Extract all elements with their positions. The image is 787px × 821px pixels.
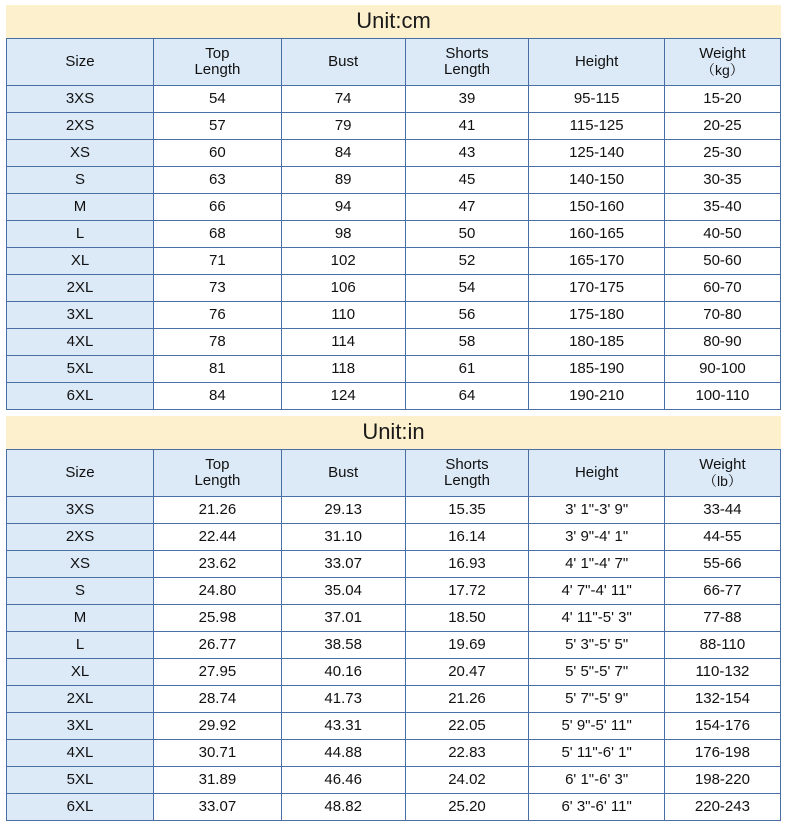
cell-height: 165-170	[529, 248, 664, 275]
table-row	[7, 578, 781, 605]
cell-height: 5' 11"-6' 1"	[529, 740, 664, 767]
cell-top-length: 22.44	[154, 524, 282, 551]
table-body-in	[7, 497, 781, 821]
cell-top-length: 24.80	[154, 578, 282, 605]
table-row	[7, 167, 781, 194]
size-chart-in	[6, 416, 781, 821]
cell-bust: 94	[281, 194, 405, 221]
cell-height: 5' 5"-5' 7"	[529, 659, 664, 686]
cell-size: L	[7, 632, 154, 659]
column-header-weight	[664, 450, 780, 497]
cell-top-length: 76	[154, 302, 282, 329]
cell-size: 2XL	[7, 686, 154, 713]
cell-size: S	[7, 578, 154, 605]
cell-size: 3XS	[7, 86, 154, 113]
header-line-1: Weight	[699, 45, 746, 63]
cell-weight: 66-77	[664, 578, 780, 605]
size-table-in	[6, 449, 781, 821]
cell-top-length: 26.77	[154, 632, 282, 659]
header-line-1: Shorts	[445, 455, 489, 473]
table-row	[7, 524, 781, 551]
table-row	[7, 767, 781, 794]
cell-top-length: 78	[154, 329, 282, 356]
cell-bust: 114	[281, 329, 405, 356]
cell-weight: 44-55	[664, 524, 780, 551]
cell-bust: 38.58	[281, 632, 405, 659]
cell-shorts-length: 39	[405, 86, 529, 113]
cell-top-length: 84	[154, 383, 282, 410]
column-header-size	[7, 39, 154, 86]
cell-top-length: 68	[154, 221, 282, 248]
header-line-1: Top	[205, 455, 230, 473]
cell-height: 115-125	[529, 113, 664, 140]
cell-weight: 198-220	[664, 767, 780, 794]
header-line-2: Length	[444, 472, 490, 489]
cell-height: 160-165	[529, 221, 664, 248]
table-row	[7, 740, 781, 767]
cell-size: 3XL	[7, 302, 154, 329]
cell-weight: 20-25	[664, 113, 780, 140]
cell-top-length: 23.62	[154, 551, 282, 578]
cell-height: 5' 9"-5' 11"	[529, 713, 664, 740]
header-line-1: Size	[65, 463, 95, 481]
cell-weight: 55-66	[664, 551, 780, 578]
cell-height: 6' 3"-6' 11"	[529, 794, 664, 821]
cell-bust: 124	[281, 383, 405, 410]
cell-shorts-length: 16.14	[405, 524, 529, 551]
cell-size: 2XS	[7, 524, 154, 551]
cell-bust: 110	[281, 302, 405, 329]
cell-bust: 41.73	[281, 686, 405, 713]
cell-top-length: 33.07	[154, 794, 282, 821]
cell-shorts-length: 47	[405, 194, 529, 221]
header-line-1: Bust	[328, 52, 359, 70]
table-row	[7, 686, 781, 713]
cell-size: M	[7, 194, 154, 221]
cell-weight: 40-50	[664, 221, 780, 248]
table-row	[7, 383, 781, 410]
cell-height: 5' 7"-5' 9"	[529, 686, 664, 713]
unit-title-in: Unit:in	[6, 416, 781, 449]
cell-height: 3' 1"-3' 9"	[529, 497, 664, 524]
cell-size: 4XL	[7, 740, 154, 767]
table-row	[7, 113, 781, 140]
cell-bust: 40.16	[281, 659, 405, 686]
cell-shorts-length: 18.50	[405, 605, 529, 632]
cell-bust: 43.31	[281, 713, 405, 740]
table-row	[7, 140, 781, 167]
cell-shorts-length: 24.02	[405, 767, 529, 794]
cell-weight: 77-88	[664, 605, 780, 632]
table-body-cm	[7, 86, 781, 410]
cell-top-length: 60	[154, 140, 282, 167]
cell-size: L	[7, 221, 154, 248]
cell-shorts-length: 64	[405, 383, 529, 410]
cell-shorts-length: 45	[405, 167, 529, 194]
cell-weight: 110-132	[664, 659, 780, 686]
cell-top-length: 27.95	[154, 659, 282, 686]
table-row	[7, 275, 781, 302]
header-row	[7, 450, 781, 497]
cell-top-length: 31.89	[154, 767, 282, 794]
cell-size: XS	[7, 551, 154, 578]
column-header-height	[529, 450, 664, 497]
table-row	[7, 221, 781, 248]
cell-weight: 176-198	[664, 740, 780, 767]
cell-bust: 48.82	[281, 794, 405, 821]
cell-top-length: 29.92	[154, 713, 282, 740]
cell-size: 2XL	[7, 275, 154, 302]
header-line-1: Height	[574, 52, 619, 70]
cell-bust: 33.07	[281, 551, 405, 578]
cell-shorts-length: 16.93	[405, 551, 529, 578]
cell-top-length: 71	[154, 248, 282, 275]
header-line-1: Height	[574, 463, 619, 481]
cell-weight: 100-110	[664, 383, 780, 410]
cell-shorts-length: 21.26	[405, 686, 529, 713]
cell-bust: 102	[281, 248, 405, 275]
cell-shorts-length: 22.83	[405, 740, 529, 767]
table-row	[7, 302, 781, 329]
cell-shorts-length: 19.69	[405, 632, 529, 659]
cell-shorts-length: 20.47	[405, 659, 529, 686]
cell-size: 3XL	[7, 713, 154, 740]
table-row	[7, 551, 781, 578]
header-line-2: Length	[194, 472, 241, 489]
cell-size: S	[7, 167, 154, 194]
table-row	[7, 248, 781, 275]
column-header-top-length	[154, 39, 282, 86]
cell-shorts-length: 58	[405, 329, 529, 356]
table-row	[7, 794, 781, 821]
cell-bust: 106	[281, 275, 405, 302]
cell-shorts-length: 54	[405, 275, 529, 302]
cell-shorts-length: 25.20	[405, 794, 529, 821]
cell-weight: 30-35	[664, 167, 780, 194]
column-header-weight	[664, 39, 780, 86]
cell-height: 170-175	[529, 275, 664, 302]
table-row	[7, 659, 781, 686]
cell-top-length: 81	[154, 356, 282, 383]
header-line-1: Top	[205, 44, 230, 62]
cell-height: 125-140	[529, 140, 664, 167]
cell-shorts-length: 61	[405, 356, 529, 383]
cell-weight: 154-176	[664, 713, 780, 740]
cell-bust: 98	[281, 221, 405, 248]
cell-height: 4' 1"-4' 7"	[529, 551, 664, 578]
table-row	[7, 632, 781, 659]
table-row	[7, 86, 781, 113]
cell-top-length: 25.98	[154, 605, 282, 632]
cell-height: 180-185	[529, 329, 664, 356]
cell-top-length: 57	[154, 113, 282, 140]
cell-weight: 25-30	[664, 140, 780, 167]
cell-weight: 15-20	[664, 86, 780, 113]
size-chart-cm	[6, 5, 781, 410]
cell-bust: 79	[281, 113, 405, 140]
cell-size: M	[7, 605, 154, 632]
cell-size: 4XL	[7, 329, 154, 356]
cell-shorts-length: 15.35	[405, 497, 529, 524]
cell-shorts-length: 22.05	[405, 713, 529, 740]
cell-size: 6XL	[7, 794, 154, 821]
cell-weight: 88-110	[664, 632, 780, 659]
cell-height: 4' 11"-5' 3"	[529, 605, 664, 632]
cell-bust: 89	[281, 167, 405, 194]
cell-weight: 33-44	[664, 497, 780, 524]
cell-size: 5XL	[7, 767, 154, 794]
column-header-bust	[281, 39, 405, 86]
cell-bust: 46.46	[281, 767, 405, 794]
cell-size: XS	[7, 140, 154, 167]
cell-height: 190-210	[529, 383, 664, 410]
cell-height: 150-160	[529, 194, 664, 221]
cell-top-length: 66	[154, 194, 282, 221]
cell-height: 6' 1"-6' 3"	[529, 767, 664, 794]
cell-bust: 29.13	[281, 497, 405, 524]
cell-shorts-length: 52	[405, 248, 529, 275]
header-line-1: Shorts	[445, 44, 489, 62]
size-table-cm	[6, 38, 781, 410]
cell-size: 5XL	[7, 356, 154, 383]
cell-top-length: 28.74	[154, 686, 282, 713]
cell-weight: 80-90	[664, 329, 780, 356]
header-line-1: Size	[65, 52, 95, 70]
cell-weight: 60-70	[664, 275, 780, 302]
cell-bust: 31.10	[281, 524, 405, 551]
column-header-bust	[281, 450, 405, 497]
cell-weight: 220-243	[664, 794, 780, 821]
cell-size: XL	[7, 659, 154, 686]
cell-top-length: 54	[154, 86, 282, 113]
cell-size: XL	[7, 248, 154, 275]
cell-shorts-length: 43	[405, 140, 529, 167]
table-row	[7, 329, 781, 356]
cell-weight: 70-80	[664, 302, 780, 329]
cell-shorts-length: 41	[405, 113, 529, 140]
header-line-2: （kg）	[701, 61, 744, 78]
header-line-2: Length	[444, 61, 490, 78]
cell-height: 175-180	[529, 302, 664, 329]
cell-bust: 118	[281, 356, 405, 383]
column-header-height	[529, 39, 664, 86]
cell-height: 140-150	[529, 167, 664, 194]
cell-top-length: 63	[154, 167, 282, 194]
column-header-shorts-length	[405, 450, 529, 497]
cell-bust: 84	[281, 140, 405, 167]
cell-height: 5' 3"-5' 5"	[529, 632, 664, 659]
cell-top-length: 21.26	[154, 497, 282, 524]
cell-size: 3XS	[7, 497, 154, 524]
cell-weight: 35-40	[664, 194, 780, 221]
cell-top-length: 30.71	[154, 740, 282, 767]
header-line-1: Bust	[328, 463, 359, 481]
cell-bust: 37.01	[281, 605, 405, 632]
cell-top-length: 73	[154, 275, 282, 302]
table-header-cm	[7, 39, 781, 86]
cell-height: 185-190	[529, 356, 664, 383]
header-line-1: Weight	[699, 456, 746, 474]
cell-bust: 35.04	[281, 578, 405, 605]
cell-weight: 132-154	[664, 686, 780, 713]
header-row	[7, 39, 781, 86]
cell-height: 4' 7"-4' 11"	[529, 578, 664, 605]
table-row	[7, 356, 781, 383]
table-row	[7, 605, 781, 632]
cell-shorts-length: 56	[405, 302, 529, 329]
column-header-top-length	[154, 450, 282, 497]
table-row	[7, 497, 781, 524]
cell-shorts-length: 50	[405, 221, 529, 248]
column-header-size	[7, 450, 154, 497]
cell-weight: 90-100	[664, 356, 780, 383]
table-header-in	[7, 450, 781, 497]
table-row	[7, 194, 781, 221]
cell-height: 3' 9"-4' 1"	[529, 524, 664, 551]
cell-bust: 74	[281, 86, 405, 113]
column-header-shorts-length	[405, 39, 529, 86]
cell-bust: 44.88	[281, 740, 405, 767]
unit-title-cm: Unit:cm	[6, 5, 781, 38]
cell-weight: 50-60	[664, 248, 780, 275]
cell-size: 2XS	[7, 113, 154, 140]
cell-height: 95-115	[529, 86, 664, 113]
cell-size: 6XL	[7, 383, 154, 410]
cell-shorts-length: 17.72	[405, 578, 529, 605]
table-row	[7, 713, 781, 740]
header-line-2: （lb）	[702, 472, 742, 489]
header-line-2: Length	[194, 61, 241, 78]
